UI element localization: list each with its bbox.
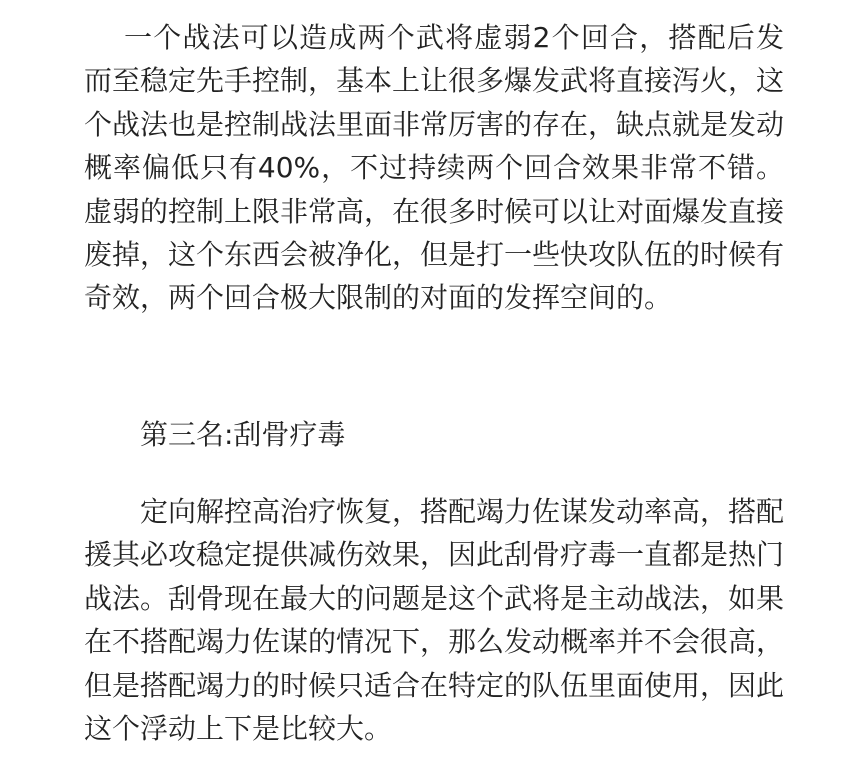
paragraph-strategy-weakness: 一个战法可以造成两个武将虚弱2个回合，搭配后发而至稳定先手控制，基本上让很多爆发武将直接泻火，这个战法也是控制战法里面非常厉害的存在，缺点就是发动概率偏低只有40%，不过持续两个回合效果非常不错。虚弱的控制上限非常高，在很多时候可以让对面爆发直接废掉，这个东西会被净化，但是打一些快攻队伍的时候有奇效，两个回合极大限制的对面的发挥空间的。 bbox=[84, 21, 785, 315]
paragraph-guagu-liaodu: 定向解控高治疗恢复，搭配竭力佐谋发动率高，搭配援其必攻稳定提供减伤效果，因此刮骨疗毒一直都是热门战法。刮骨现在最大的问题是这个武将是主动战法，如果在不搭配竭力佐谋的情况下，那么发动概率并不会很高，但是搭配竭力的时候只适合在特定的队伍里面使用，因此这个浮动上下是比较大。 bbox=[84, 495, 785, 746]
section-heading-third-place: 第三名:刮骨疗毒 bbox=[140, 418, 346, 451]
